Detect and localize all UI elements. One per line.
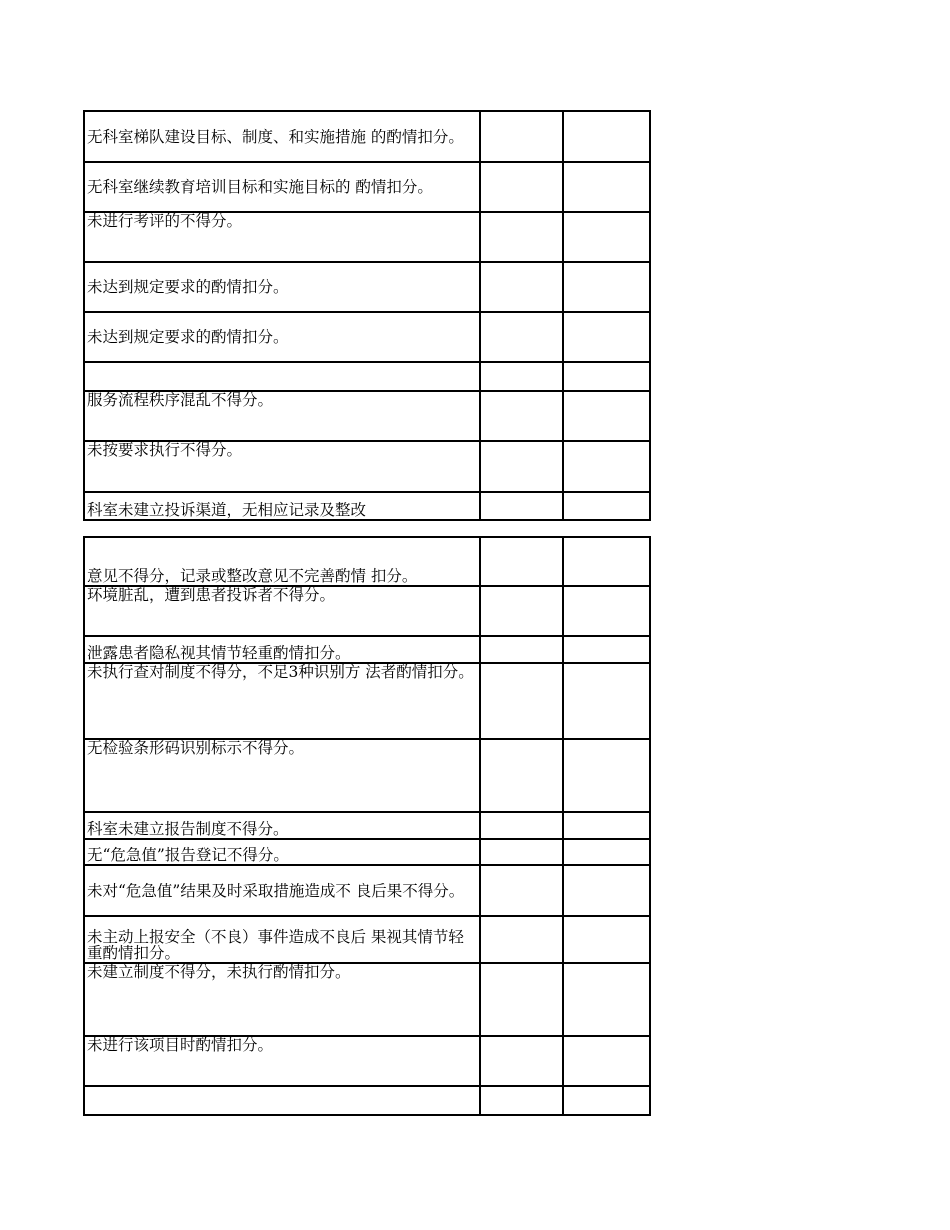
score-cell[interactable] — [480, 963, 563, 1036]
criteria-cell: 未执行查对制度不得分，不足3种识别方 法者酌情扣分。 — [84, 663, 480, 739]
score-cell[interactable] — [480, 663, 563, 739]
criteria-cell: 未按要求执行不得分。 — [84, 441, 480, 492]
table-row — [84, 812, 650, 839]
table-row — [84, 362, 650, 391]
deduction-cell[interactable] — [563, 963, 650, 1036]
table-row — [84, 739, 650, 812]
deduction-cell[interactable] — [563, 391, 650, 441]
deduction-cell[interactable] — [563, 812, 650, 839]
criteria-cell: 未达到规定要求的酌情扣分。 — [84, 312, 480, 362]
table-row — [84, 391, 650, 441]
deduction-cell[interactable] — [563, 586, 650, 636]
criteria-cell: 无检验条形码识别标示不得分。 — [84, 739, 480, 812]
table-row — [84, 963, 650, 1036]
table-row — [84, 663, 650, 739]
score-cell[interactable] — [480, 312, 563, 362]
criteria-cell: 未对“危急值”结果及时采取措施造成不 良后果不得分。 — [84, 865, 480, 916]
table-row — [84, 312, 650, 362]
deduction-cell[interactable] — [563, 212, 650, 262]
criteria-cell: 无科室继续教育培训目标和实施目标的 酌情扣分。 — [84, 162, 480, 212]
deduction-cell[interactable] — [563, 111, 650, 162]
score-cell[interactable] — [480, 262, 563, 312]
deduction-cell[interactable] — [563, 492, 650, 520]
criteria-cell: 无科室梯队建设目标、制度、和实施措施 的酌情扣分。 — [84, 111, 480, 162]
table-row — [84, 1036, 650, 1086]
score-cell[interactable] — [480, 739, 563, 812]
score-cell[interactable] — [480, 1086, 563, 1115]
table-row — [84, 636, 650, 663]
score-cell[interactable] — [480, 362, 563, 391]
table-row — [84, 492, 650, 520]
deduction-cell[interactable] — [563, 441, 650, 492]
deduction-cell[interactable] — [563, 262, 650, 312]
table-row — [84, 212, 650, 262]
deduction-cell[interactable] — [563, 636, 650, 663]
criteria-cell: 未达到规定要求的酌情扣分。 — [84, 262, 480, 312]
criteria-cell — [84, 1086, 480, 1115]
criteria-cell: 科室未建立报告制度不得分。 — [84, 812, 480, 839]
score-cell[interactable] — [480, 839, 563, 865]
score-cell[interactable] — [480, 812, 563, 839]
deduction-cell[interactable] — [563, 739, 650, 812]
table-row — [84, 916, 650, 963]
score-cell[interactable] — [480, 916, 563, 963]
score-cell[interactable] — [480, 212, 563, 262]
scoring-table-lower — [83, 536, 651, 1116]
criteria-cell: 服务流程秩序混乱不得分。 — [84, 391, 480, 441]
table-row — [84, 441, 650, 492]
deduction-cell[interactable] — [563, 1036, 650, 1086]
deduction-cell[interactable] — [563, 362, 650, 391]
criteria-cell: 未进行该项目时酌情扣分。 — [84, 1036, 480, 1086]
table-row — [84, 839, 650, 865]
deduction-cell[interactable] — [563, 916, 650, 963]
deduction-cell[interactable] — [563, 865, 650, 916]
deduction-cell[interactable] — [563, 312, 650, 362]
deduction-cell[interactable] — [563, 839, 650, 865]
criteria-cell: 科室未建立投诉渠道，无相应记录及整改 — [84, 492, 480, 520]
scoring-table-upper — [83, 110, 651, 521]
score-cell[interactable] — [480, 441, 563, 492]
deduction-cell[interactable] — [563, 1086, 650, 1115]
criteria-cell: 未进行考评的不得分。 — [84, 212, 480, 262]
criteria-cell — [84, 362, 480, 391]
table-row — [84, 586, 650, 636]
table-row — [84, 865, 650, 916]
score-cell[interactable] — [480, 537, 563, 586]
criteria-cell: 无“危急值”报告登记不得分。 — [84, 839, 480, 865]
score-cell[interactable] — [480, 162, 563, 212]
deduction-cell[interactable] — [563, 663, 650, 739]
score-cell[interactable] — [480, 1036, 563, 1086]
table-row — [84, 111, 650, 162]
score-cell[interactable] — [480, 111, 563, 162]
criteria-cell: 意见不得分，记录或整改意见不完善酌情 扣分。 — [84, 537, 480, 586]
deduction-cell[interactable] — [563, 537, 650, 586]
table-row — [84, 1086, 650, 1115]
deduction-cell[interactable] — [563, 162, 650, 212]
table-row — [84, 262, 650, 312]
score-cell[interactable] — [480, 492, 563, 520]
criteria-cell: 未主动上报安全（不良）事件造成不良后 果视其情节轻重酌情扣分。 — [84, 916, 480, 963]
table-row — [84, 537, 650, 586]
score-cell[interactable] — [480, 391, 563, 441]
table-row — [84, 162, 650, 212]
criteria-cell: 未建立制度不得分，未执行酌情扣分。 — [84, 963, 480, 1036]
score-cell[interactable] — [480, 636, 563, 663]
criteria-cell: 泄露患者隐私视其情节轻重酌情扣分。 — [84, 636, 480, 663]
score-cell[interactable] — [480, 586, 563, 636]
score-cell[interactable] — [480, 865, 563, 916]
criteria-cell: 环境脏乱，遭到患者投诉者不得分。 — [84, 586, 480, 636]
